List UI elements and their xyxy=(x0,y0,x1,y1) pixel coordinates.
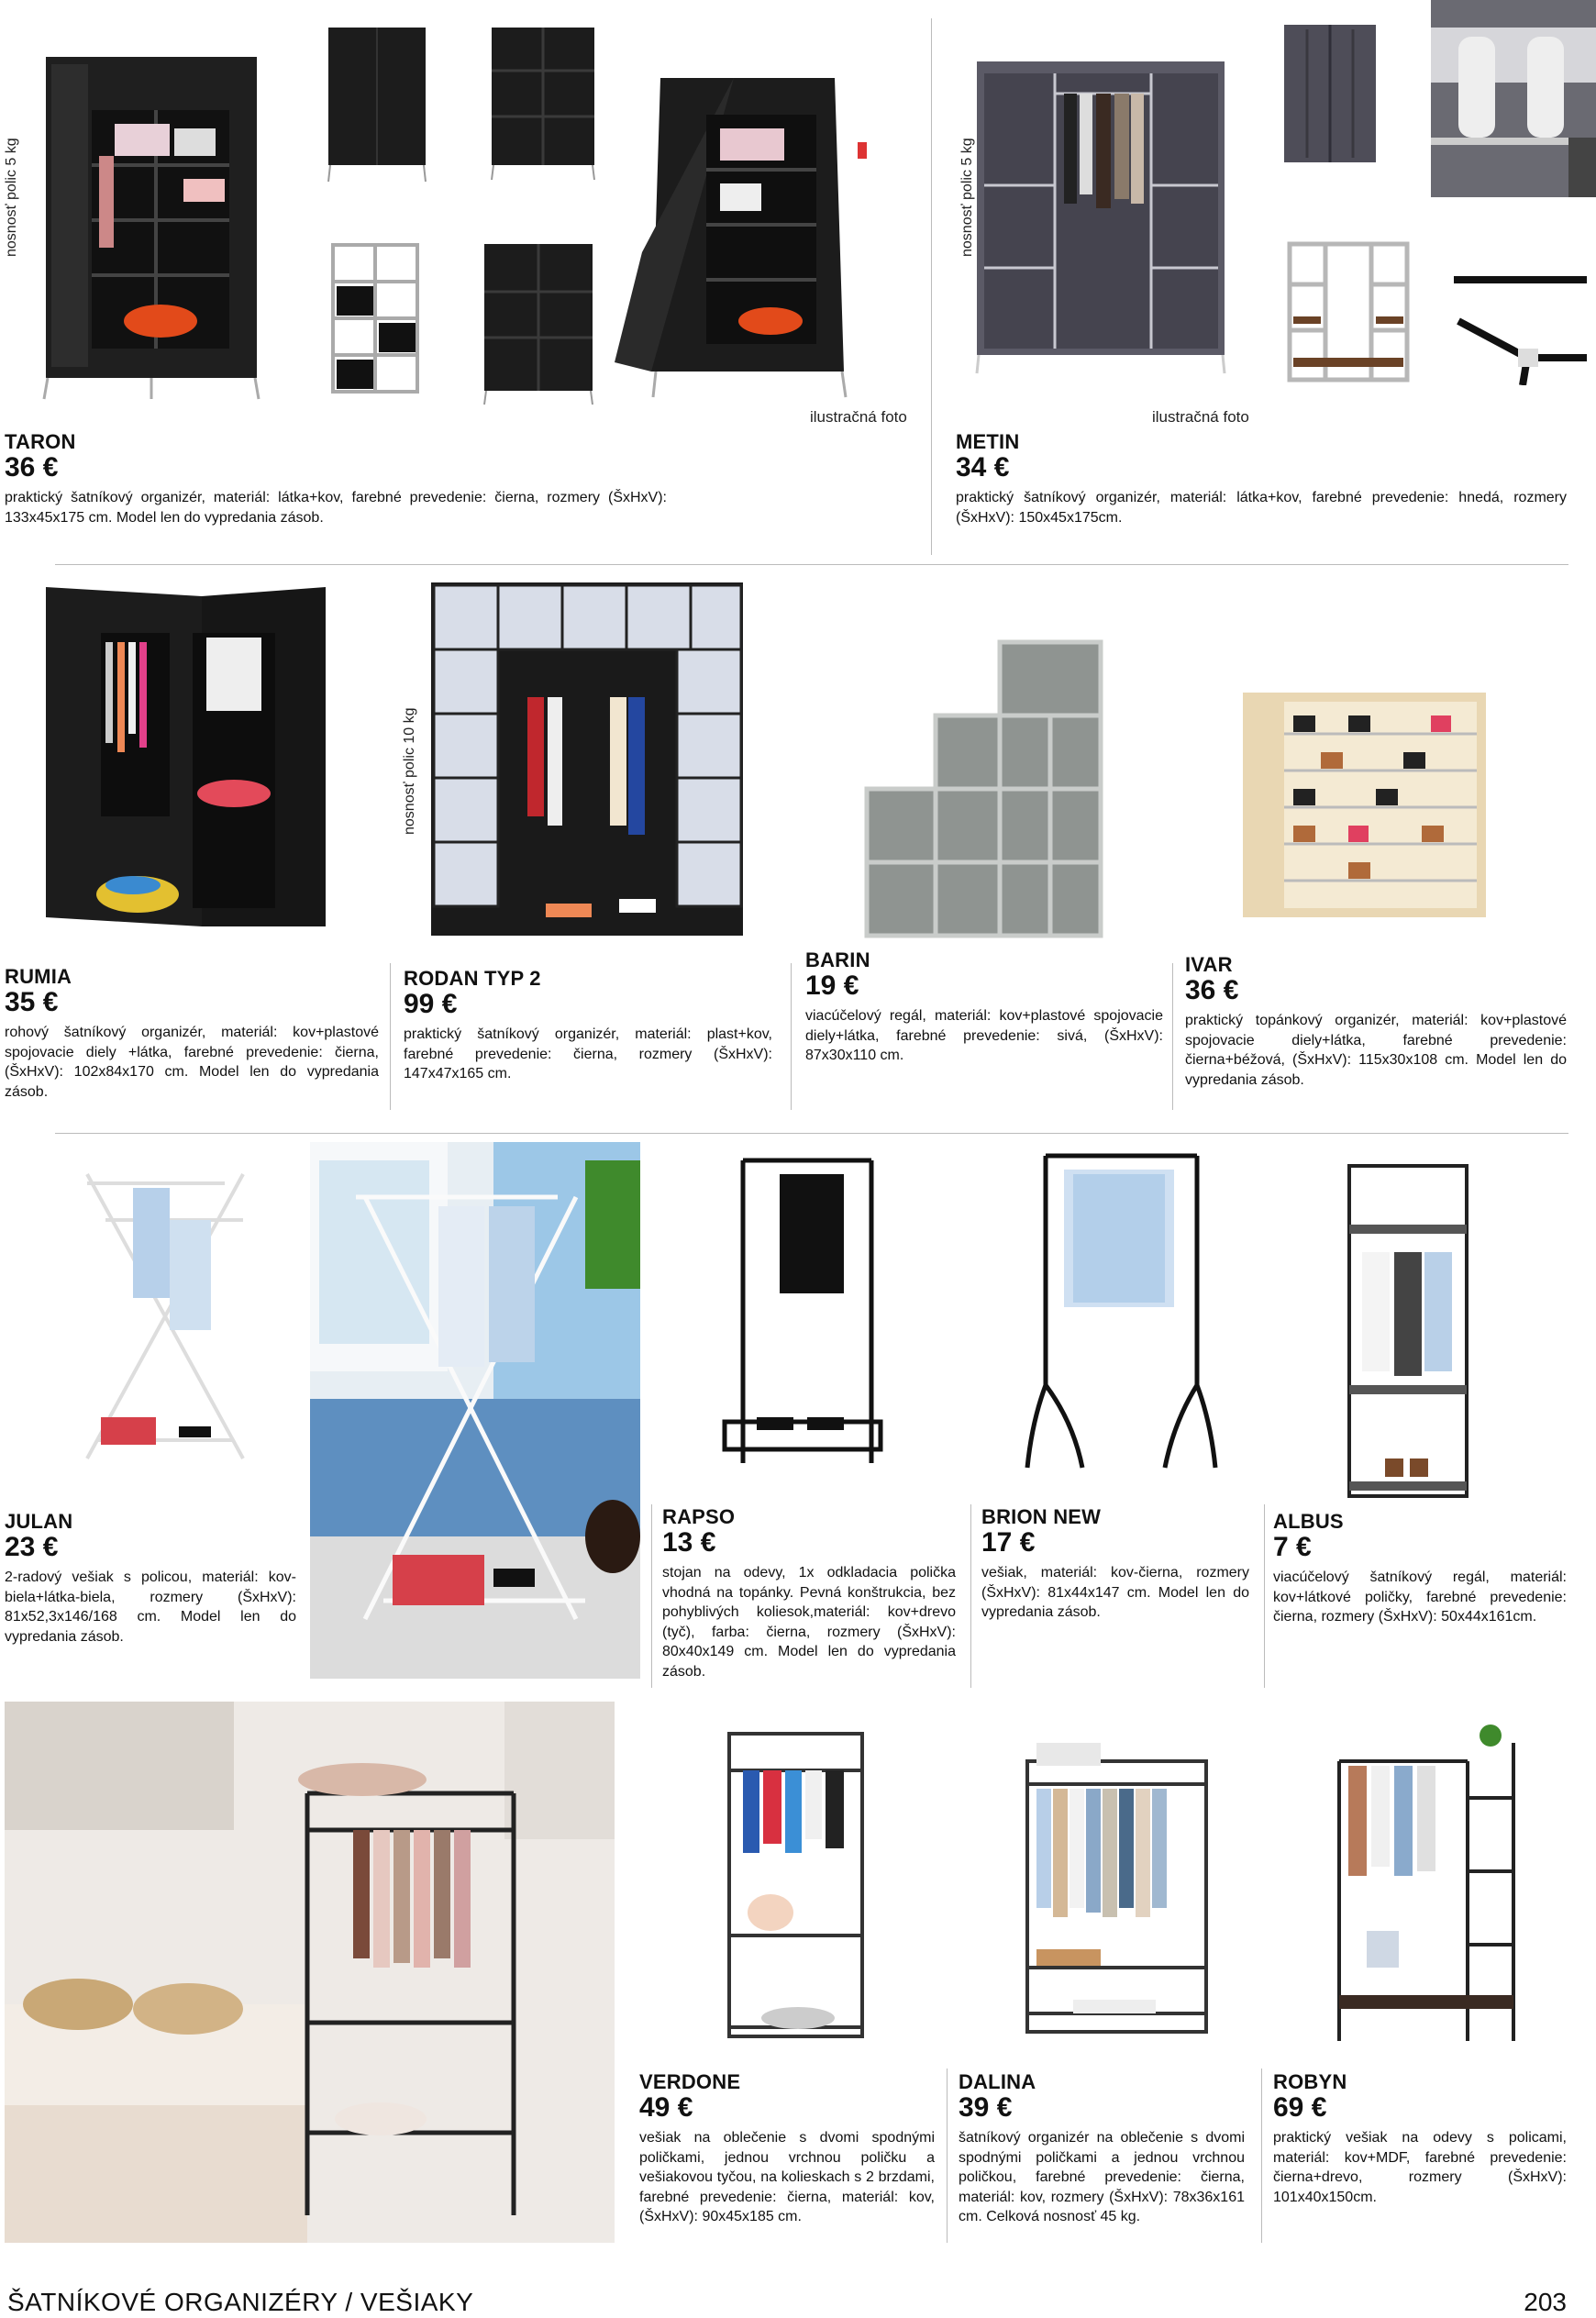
product-price: 34 € xyxy=(956,452,1010,482)
dalina-photo xyxy=(1018,1738,1215,2041)
product-name: JULAN xyxy=(5,1510,73,1533)
product-price: 69 € xyxy=(1273,2092,1327,2123)
product-price: 99 € xyxy=(404,989,458,1019)
taron-photo-3 xyxy=(486,20,601,181)
product-name: VERDONE xyxy=(639,2070,741,2093)
shelf-capacity-label: nosnosť polic 10 kg xyxy=(402,707,417,835)
product-description: vešiak, materiál: kov-čierna, rozmery (ŠxHxV): 81x44x147 cm. Model len do vypredania zásob. xyxy=(981,1565,1249,1620)
column-divider xyxy=(1172,963,1173,1110)
product-description: stojan na odevy, 1x odkladacia polička vhodná na topánky. Pevná konštrukcia, bez pohyblivých koliesok,materiál: kov+drevo (tyč), farba: čierna, rozmery (ŠxHxV): 80x40x149 cm. Model len do vypredania zásob. xyxy=(662,1565,956,1680)
robyn-photo xyxy=(1330,1725,1523,2050)
illustrative-photo-note: ilustračná foto xyxy=(1152,408,1249,426)
taron-frame-photo xyxy=(326,240,427,401)
product-name: ROBYN xyxy=(1273,2070,1347,2093)
page-number: 203 xyxy=(1524,2288,1567,2316)
column-divider xyxy=(651,1504,652,1688)
albus-photo xyxy=(1344,1160,1472,1504)
shelf-capacity-label: nosnosť polic 5 kg xyxy=(4,138,19,257)
product-ivar xyxy=(1185,954,1567,1090)
product-name: RAPSO xyxy=(662,1505,736,1528)
row-divider xyxy=(55,564,1568,565)
product-barin xyxy=(805,949,1163,1066)
ivar-photo xyxy=(1238,688,1491,922)
product-description: viacúčelový šatníkový regál, materiál: kov+látkové poličky, farebné prevedenie: čierna, rozmery (ŠxHxV): 50x44x161cm. xyxy=(1273,1569,1567,1625)
metin-photo-2 xyxy=(1280,20,1380,167)
product-robyn xyxy=(1273,2071,1567,2207)
julan-room-photo xyxy=(310,1142,640,1679)
rumia-photo xyxy=(37,578,330,936)
product-description: praktický šatníkový organizér, materiál: látka+kov, farebné prevedenie: čierna, rozmery (ŠxHxV): 133x45x175 cm. Model len do vypredania zásob. xyxy=(5,490,667,526)
rapso-photo xyxy=(715,1151,890,1481)
rodan-photo xyxy=(427,578,748,940)
product-name: BRION NEW xyxy=(981,1505,1102,1528)
product-taron xyxy=(5,431,667,527)
product-price: 17 € xyxy=(981,1527,1036,1558)
product-albus xyxy=(1273,1511,1567,1627)
metin-detail-photo xyxy=(1431,0,1596,197)
shelf-capacity-label: nosnosť polic 5 kg xyxy=(959,138,975,257)
taron-main-photo xyxy=(28,46,275,408)
product-price: 7 € xyxy=(1273,1532,1312,1562)
product-description: vešiak na oblečenie s dvomi spodnými poličkami, jednou vrchnou poličku a vešiakovou tyčou, na kolieskach s 2 brzdami, farebné prevedenie: čierna, materiál: kov, (ŠxHxV): 90x45x185 cm. xyxy=(639,2130,935,2224)
column-divider xyxy=(1261,2068,1262,2243)
julan-photo xyxy=(78,1165,252,1477)
product-metin xyxy=(956,431,1567,527)
taron-photo-2 xyxy=(321,20,433,183)
product-rapso xyxy=(662,1506,956,1681)
product-name: ALBUS xyxy=(1273,1510,1344,1533)
product-price: 23 € xyxy=(5,1532,59,1562)
product-description: šatníkový organizér na oblečenie s dvomi spodnými poličkami a jednou vrchnou poličkou, farebné prevedenie: čierna, materiál: kov, rozmery (ŠxHxV): 78x36x161 cm. Celková nosnosť 45 kg. xyxy=(959,2130,1245,2224)
product-brion-new xyxy=(981,1506,1249,1623)
verdone-photo xyxy=(715,1715,876,2055)
product-price: 19 € xyxy=(805,970,859,1001)
verdone-room-photo xyxy=(5,1702,615,2243)
metin-joint-photo xyxy=(1449,257,1591,385)
product-price: 35 € xyxy=(5,987,59,1017)
product-price: 49 € xyxy=(639,2092,693,2123)
product-description: praktický šatníkový organizér, materiál: plast+kov, farebné prevedenie: čierna, rozmery (ŠxHxV): 147x47x165 cm. xyxy=(404,1026,772,1081)
section-title: ŠATNÍKOVÉ ORGANIZÉRY / VEŠIAKY xyxy=(7,2288,474,2316)
metin-main-photo xyxy=(968,57,1234,378)
column-divider xyxy=(970,1504,971,1688)
metin-frame-photo xyxy=(1284,238,1413,385)
product-price: 36 € xyxy=(1185,975,1239,1005)
product-description: praktický šatníkový organizér, materiál: látka+kov, farebné prevedenie: hnedá, rozmery (ŠxHxV): 150x45x175cm. xyxy=(956,490,1567,526)
product-name: IVAR xyxy=(1185,953,1233,976)
row-divider xyxy=(55,1133,1568,1134)
product-price: 13 € xyxy=(662,1527,716,1558)
product-dalina xyxy=(959,2071,1245,2227)
column-divider xyxy=(390,963,391,1110)
product-rodan-typ-2 xyxy=(404,968,772,1084)
product-description: viacúčelový regál, materiál: kov+plastové spojovacie diely+látka, farebné prevedenie: sivá, (ŠxHxV): 87x30x110 cm. xyxy=(805,1008,1163,1063)
product-name: TARON xyxy=(5,430,76,453)
product-verdone xyxy=(639,2071,935,2227)
taron-open-photo xyxy=(615,60,881,404)
column-divider xyxy=(947,2068,948,2243)
illustrative-photo-note: ilustračná foto xyxy=(810,408,907,426)
brion-new-photo xyxy=(1018,1147,1225,1477)
taron-closed-photo xyxy=(477,237,601,406)
product-description: 2-radový vešiak s policou, materiál: kov-biela+látka-biela, rozmery (ŠxHxV): 81x52,3x146/168 cm. Model len do vypredania zásob. xyxy=(5,1569,296,1645)
column-divider xyxy=(1264,1504,1265,1688)
product-name: RUMIA xyxy=(5,965,72,988)
product-name: RODAN TYP 2 xyxy=(404,967,541,990)
product-price: 39 € xyxy=(959,2092,1013,2123)
product-julan xyxy=(5,1511,296,1647)
product-name: BARIN xyxy=(805,948,870,971)
product-name: DALINA xyxy=(959,2070,1036,2093)
column-divider xyxy=(931,18,932,555)
product-description: rohový šatníkový organizér, materiál: kov+plastové spojovacie diely +látka, farebné prevedenie: čierna, (ŠxHxV): 102x84x170 cm. Model len do vypredania zásob. xyxy=(5,1025,379,1100)
product-rumia xyxy=(5,966,379,1102)
product-description: praktický topánkový organizér, materiál: kov+plastové spojovacie diely+látka, farebné prevedenie: čierna+béžová, (ŠxHxV): 115x30x108 cm. Model len do vypredania zásob. xyxy=(1185,1013,1567,1088)
product-description: praktický vešiak na odevy s policami, materiál: kov+MDF, farebné prevedenie: čierna+drevo, rozmery (ŠxHxV): 101x40x150cm. xyxy=(1273,2130,1567,2205)
product-name: METIN xyxy=(956,430,1020,453)
barin-photo xyxy=(862,633,1105,945)
product-price: 36 € xyxy=(5,452,59,482)
column-divider xyxy=(791,963,792,1110)
